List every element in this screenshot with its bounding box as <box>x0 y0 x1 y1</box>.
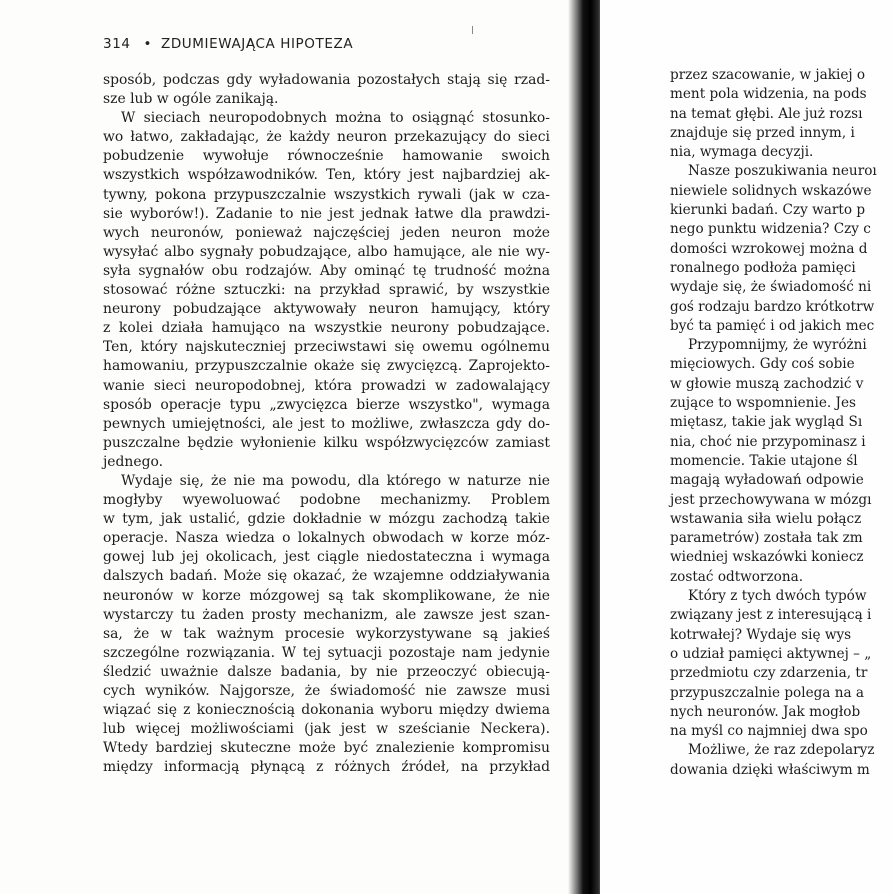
page-number: 314 <box>103 36 131 52</box>
text-line: mięciowych. Gdy coś sobie <box>670 356 855 373</box>
text-line: pobudzenie wywołuje równocześnie hamowanie swoich <box>103 148 550 165</box>
running-header <box>103 36 353 52</box>
text-line: ronalnego podłoża pamięci <box>670 259 856 276</box>
text-line: wiązać się z koniecznością dokonania wyboru między dwiema <box>103 702 550 719</box>
text-line: Który z tych dwóch typów <box>688 588 867 605</box>
text-line: przedmiotu czy zdarzenia, tr <box>670 665 868 682</box>
text-line: sie wyborów!). Zadanie to nie jest jednak łatwe dla prawdzi- <box>103 205 550 222</box>
text-line: śledzić uważnie dalsze badania, by nie przeoczyć obiecują- <box>103 663 550 680</box>
text-line: nego punktu widzenia? Czy c <box>670 221 871 238</box>
text-line: związany jest z interesującą i <box>670 607 872 624</box>
text-line: wstawania siła wielu połącz <box>670 510 862 527</box>
text-line: niewiele solidnych wskazówe <box>670 182 872 199</box>
text-line: neurony pobudzające aktywowały neuron hamujący, który <box>103 301 550 318</box>
text-line: na myśl co najmniej dwa spo <box>670 723 868 740</box>
text-line: w tym, jak ustalić, gdzie dokładnie w mózgu zachodzą takie <box>103 511 550 528</box>
text-line: dowania dzięki właściwym m <box>670 761 870 778</box>
text-line: neuronów w korze mózgowej są tak skomplikowane, że nie <box>103 587 550 604</box>
text-line: wydaje się, że świadomość ni <box>670 279 872 296</box>
text-line: szczególne rozwiązania. W tej sytuacji pozostaje nam jedynie <box>103 644 550 661</box>
text-line: cych wyników. Najgorsze, że świadomość nie zawsze musi <box>103 683 550 699</box>
text-line: zujące to wspomnienie. Jes <box>670 395 856 412</box>
text-line: przez szacowanie, w jakiej o <box>670 67 866 83</box>
text-line: między informacją płynącą z różnych źródeł, na przykład <box>103 759 550 776</box>
text-line: puszczalne będzie wyłonienie kilku współzwycięzców zamiast <box>103 434 550 451</box>
header-separator: • <box>143 36 153 52</box>
text-line: operacje. Nasza wiedza o lokalnych obwodach w korze móz- <box>103 530 550 547</box>
text-line: zostać odtworzona. <box>670 568 804 585</box>
text-line: znajduje się przed innym, i <box>670 124 855 141</box>
text-line: w głowie muszą zachodzić v <box>670 375 864 392</box>
text-line: pewnych umiejętności, ale jest to możliwe, zwłaszcza gdy do- <box>103 415 550 432</box>
scan-mark <box>472 26 473 34</box>
text-line: Przypomnijmy, że wyróżni <box>688 337 867 354</box>
text-line: ment pola widzenia, na pods <box>670 86 867 103</box>
text-line: z kolei działa hamująco na wszystkie neurony pobudzające. <box>103 320 550 337</box>
text-line: gowej lub jej okolicach, jest ciągle niedostateczna i wymaga <box>103 549 550 566</box>
text-line: sze lub w ogóle zanikają. <box>103 91 279 108</box>
text-line: Nasze poszukiwania neuroı <box>688 163 877 180</box>
text-line: Ten, który najskuteczniej przeciwstawi się owemu ogólnemu <box>103 339 550 356</box>
text-line: na temat głębi. Ale już rozsı <box>670 105 863 122</box>
text-line: lub więcej możliwościami (jak jest w sześcianie Neckera). <box>103 721 550 738</box>
text-line: Wtedy bardziej skuteczne może być znalezienie kompromisu <box>103 740 550 757</box>
text-line: momencie. Takie utajone śl <box>670 452 858 469</box>
text-line: być ta pamięć i od jakich mec <box>670 317 875 334</box>
text-line: wo łatwo, zakładając, że każdy neuron przekazujący do sieci <box>103 129 550 146</box>
text-line: wanie sieci neuropodobnej, która prowadzi w zadowalający <box>103 377 550 394</box>
text-line: sposób, podczas gdy wyładowania pozostałych stają się rzad- <box>103 72 550 88</box>
left-body-text <box>103 71 550 777</box>
text-line: Możliwe, że raz zdepolaryz <box>688 742 875 759</box>
text-line: domości wzrokowej można d <box>670 240 868 257</box>
right-body-text <box>670 66 893 780</box>
text-line: wszystkich współzawodników. Ten, który jest najbardziej ak- <box>103 167 550 184</box>
text-line: kotrwałej? Wydaje się wys <box>670 626 852 643</box>
text-line: parametrów) została tak zm <box>670 530 863 547</box>
text-line: dalszych badań. Może się okazać, że wzajemne oddziaływania <box>103 568 550 585</box>
text-line: miętasz, takie jak wygląd Sı <box>670 414 863 431</box>
text-line: sa, że w tak ważnym procesie wykorzystywane są jakieś <box>103 625 550 642</box>
text-line: syła sygnałów obu rodzajów. Aby ominąć tę trudność można <box>103 262 550 279</box>
running-title: ZDUMIEWAJĄCA HIPOTEZA <box>160 36 354 52</box>
text-line: przypuszczalnie polega na a <box>670 684 865 701</box>
text-line: mogłyby wyewoluować podobne mechanizmy. Problem <box>103 492 550 509</box>
text-line: jednego. <box>103 453 164 470</box>
text-line: kierunki badań. Czy warto p <box>670 202 866 219</box>
text-line: tywny, pokona przypuszczalnie wszystkich rywali (jak w cza- <box>103 186 550 203</box>
text-line: goś rodzaju bardzo krótkotrw <box>670 298 875 315</box>
text-line: nia, wymaga decyzji. <box>670 144 814 161</box>
text-line: W sieciach neuropodobnych można to osiągnąć stosunko- <box>121 110 550 127</box>
right-page <box>600 0 893 894</box>
text-line: stosować różne sztuczki: na przykład sprawić, by wszystkie <box>103 282 550 299</box>
text-line: wystarczy tu żaden prosty mechanizm, ale zawsze jest szan- <box>103 606 550 623</box>
text-line: o udział pamięci aktywnej – „ <box>670 645 872 662</box>
text-line: sposób operacje typu „zwycięzca bierze wszystko", wymaga <box>103 396 550 413</box>
text-line: nych neuronów. Jak mogłob <box>670 703 861 720</box>
text-line: wiedniej wskazówki koniecz <box>670 549 864 566</box>
text-line: Wydaje się, że nie ma powodu, dla którego w naturze nie <box>121 472 550 489</box>
text-line: nia, choć nie przypominasz i <box>670 433 866 450</box>
text-line: jest przechowywana w mózgı <box>670 491 872 508</box>
text-line: hamowaniu, przypuszczalnie okaże się zwycięzcą. Zaprojekto- <box>103 358 550 375</box>
text-line: magają wyładowań odpowie <box>670 472 864 489</box>
text-line: wysyłać albo sygnały pobudzające, albo hamujące, ale nie wy- <box>103 243 550 260</box>
text-line: wych neuronów, ponieważ najczęściej jeden neuron może <box>103 224 550 241</box>
